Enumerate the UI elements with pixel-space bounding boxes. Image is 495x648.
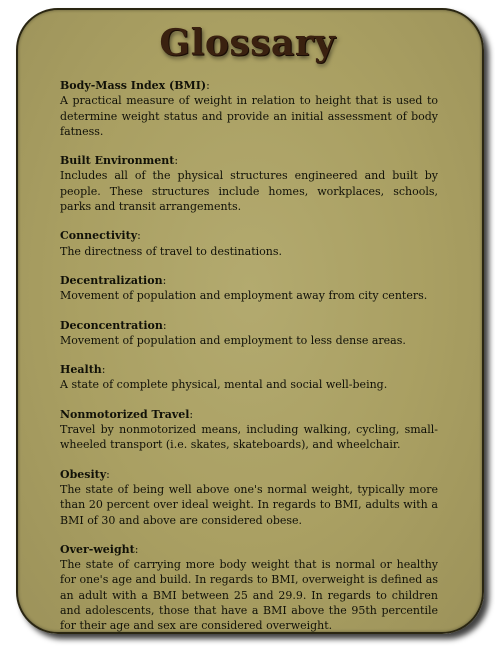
glossary-definition: The state of being well above one's normal weight, typically more than 20 percent over ideal weight. In regards to BMI, adults with a BMI of 30 and above are considered obese. bbox=[60, 482, 438, 527]
glossary-term: Body-Mass Index (BMI) bbox=[60, 79, 207, 92]
glossary-term: Over-weight bbox=[60, 542, 135, 556]
glossary-definition: Travel by nonmotorized means, including walking, cycling, small-wheeled transport (i.e. skates, skateboards), and wheelchair. bbox=[60, 423, 438, 452]
glossary-term: Health bbox=[60, 363, 102, 377]
glossary-term: Obesity bbox=[60, 467, 107, 481]
glossary-definition: The state of carrying more body weight that is normal or healthy for one's age and build. In regards to BMI, overweight is defined as an adult with a BMI between 25 and 29.9. In regards to children and adolescents, those that have a BMI above the 95th percentile for their age and sex are considered overweight. bbox=[60, 558, 438, 633]
glossary-definition: Movement of population and employment to less dense areas. bbox=[60, 333, 406, 347]
glossary-entry: Nonmotorized Travel: Travel by nonmotorized means, including walking, cycling, small-wheeled transport (i.e. skates, skateboards), and wheelchair. bbox=[60, 407, 438, 452]
glossary-entry: Decentralization: Movement of population and employment away from city centers. bbox=[60, 273, 438, 304]
glossary-term: Deconcentration bbox=[60, 318, 163, 332]
glossary-definition: Includes all of the physical structures engineered and built by people. These structures include homes, workplaces, schools, parks and transit arrangements. bbox=[60, 169, 438, 214]
glossary-definition: The directness of travel to destinations. bbox=[60, 244, 282, 258]
glossary-term: Decentralization bbox=[60, 273, 163, 287]
glossary-entry: Obesity: The state of being well above one's normal weight, typically more than 20 percent over ideal weight. In regards to BMI, adults with a BMI of 30 and above are considered obese. bbox=[60, 467, 438, 527]
glossary-entry: Over-weight: The state of carrying more body weight that is normal or healthy for one's age and build. In regards to BMI, overweight is defined as an adult with a BMI between 25 and 29.9. In regards to children and adolescents, those that have a BMI above the 95th percentile for their age and sex are considered overweight. bbox=[60, 542, 438, 633]
glossary-term: Built Environment bbox=[60, 154, 175, 168]
glossary-term: Connectivity bbox=[60, 229, 138, 243]
glossary-entry: Connectivity: The directness of travel to destinations. bbox=[60, 228, 438, 259]
glossary-term: Nonmotorized Travel bbox=[60, 407, 190, 421]
glossary-entry: Body-Mass Index (BMI): A practical measure of weight in relation to height that is used to determine weight status and provide an initial assessment of body fatness. bbox=[60, 79, 438, 138]
page-title: Glossary bbox=[159, 22, 336, 64]
glossary-definition: A state of complete physical, mental and social well-being. bbox=[60, 378, 388, 392]
glossary-list bbox=[60, 78, 438, 648]
glossary-entry: Deconcentration: Movement of population and employment to less dense areas. bbox=[60, 318, 438, 349]
glossary-definition: Movement of population and employment away from city centers. bbox=[60, 289, 428, 303]
glossary-entry: Built Environment: Includes all of the physical structures engineered and built by people. These structures include homes, workplaces, schools, parks and transit arrangements. bbox=[60, 154, 438, 214]
glossary-entry: Health: A state of complete physical, mental and social well-being. bbox=[60, 362, 438, 393]
glossary-definition: A practical measure of weight in relation to height that is used to determine weight status and provide an initial assessment of body fatness. bbox=[60, 94, 438, 138]
